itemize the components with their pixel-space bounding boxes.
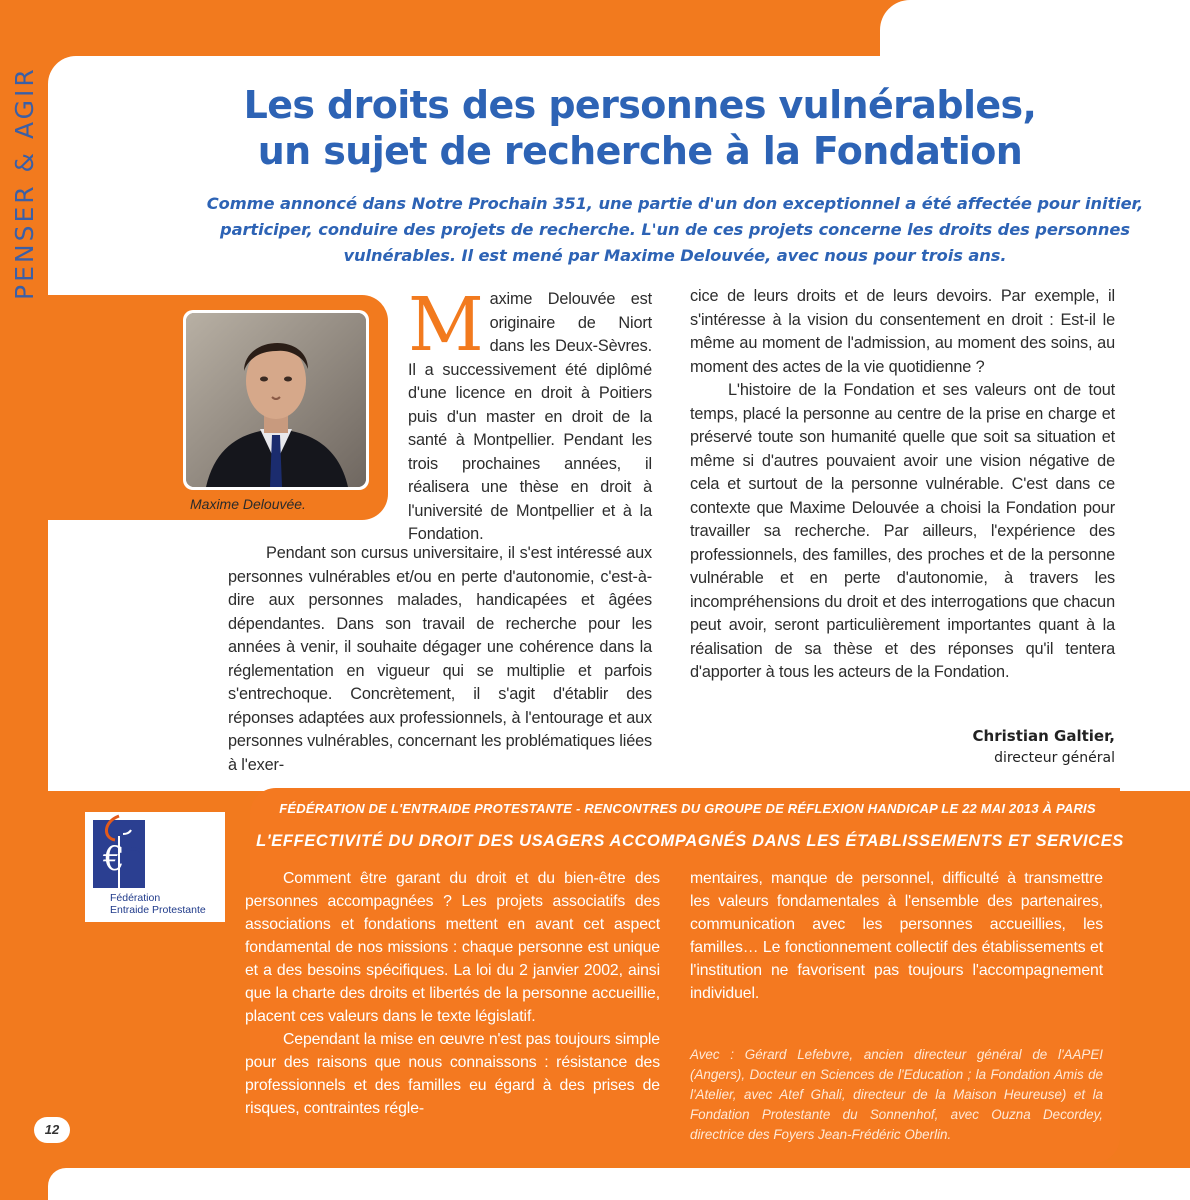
logo-line-1: Fédération [110,892,161,904]
article-column-1-bottom [228,542,652,777]
event-credits: Avec : Gérard Lefebvre, ancien directeur général de l'AAPEI (Angers), Docteur en Sciences de l'Education ; la Fondation Amis de l'Atelier, avec Atef Ghali, directeur de la Maison Heureuse) et la Fondation Protestante du Sonnenhof, avec Ouzna Decordey, directrice des Foyers Jean-Frédéric Oberlin. [690,1047,1103,1142]
article-lead: Comme annoncé dans Notre Prochain 351, une partie d'un don exceptionnel a été affectée pour initier, participer, conduire des projets de recherche. L'un de ces projets concerne les droits des personnes vulnérables. Il est mené par Maxime Delouvée, avec nous pour trois ans. [206,194,1144,265]
event-paragraph-2: Cependant la mise en œuvre n'est pas toujours simple pour des raisons que nous connaissons : résistance des professionnels et des familles eu égard à des prises de risques, contraintes régle- [245,1031,660,1117]
portrait-illustration [186,313,366,487]
event-paragraph-1: Comment être garant du droit et du bien-être des personnes accompagnées ? Les projets associatifs des associations et fondations mettent en avant cet aspect fondamental de nos missions : chaque personne est unique et a des besoins spécifiques. La loi du 2 janvier 2002, ainsi que la charte des droits et libertés de la personne accueillie, placent ces valeurs dans le texte législatif. [245,870,660,1025]
article-column-1-top [408,282,652,547]
title-line-1: Les droits des personnes vulnérables, [243,83,1037,127]
event-paragraph-3: mentaires, manque de personnel, difficulté à transmettre les valeurs fondamentales à l'ensemble des partenaires, communication avec les personnes accueillies, les familles… Le fonctionnement collectif des établissements et l'institution ne favorisent pas toujours l'accompagnement individuel. [690,870,1103,1002]
fep-logo-text [110,892,206,916]
page-number: 12 [34,1117,70,1143]
section-rubric [10,66,40,310]
fep-logo-mark [85,812,225,892]
photo-caption: Maxime Delouvée. [190,496,306,512]
drop-cap: M [408,282,484,368]
bottom-white-strip [48,1168,1190,1200]
white-filler [48,535,244,791]
section-rubric-label: PENSER & AGIR [10,66,39,300]
article-paragraph-2: Pendant son cursus universitaire, il s'est intéressé aux personnes vulnérables et/ou en perte d'autonomie, c'est-à-dire aux personnes malades, handicapées et âgées dépendantes. Dans son travail de recherche pour les années à venir, il souhaite dégager une cohérence dans la réglementation en vigueur qui se multiplie et parfois s'entrechoque. Concrètement, il s'agit d'établir des réponses adaptées aux professionnels, à l'entourage et aux personnes vulnérables, concernant les problématiques liées à l'exer- [228,544,652,774]
article-column-2 [690,285,1115,685]
article-paragraph-1: axime Delouvée est originaire de Niort dans les Deux-Sèvres. Il a successivement été diplômé d'une licence en droit à Poitiers puis d'un master en droit de la santé à Montpellier. Pendant les trois prochaines années, il réalisera une thèse en droit à l'université de Montpellier et à la Fondation. [408,290,652,543]
orange-top-band [0,0,880,60]
event-box-kicker: FÉDÉRATION DE L'ENTRAIDE PROTESTANTE - RENCONTRES DU GROUPE DE RÉFLEXION HANDICAP LE 22 MAI 2013 À PARIS [279,801,1096,816]
article-paragraph-4: L'histoire de la Fondation et ses valeurs ont de tout temps, placé la personne au centre de la prise en charge et préservé toute son humanité quelle que soit sa situation et même si d'autres pouvaient avoir une vision négative de cela et surtout de la personne vulnérable. C'est dans ce contexte que Maxime Delouvée a choisi la Fondation pour travailler sa recherche. Par ailleurs, l'expérience des professionnels, des familles, des proches et de la personne vulnérable et en perte d'autonomie, à travers les incompréhensions du droit et des interrogations que chacun peut avoir, seront particulièrement importantes quant à la réalisation de sa thèse et des réponses qu'il tentera d'apporter à tous les acteurs de la Fondation. [690,381,1115,681]
event-box-column-2 [690,867,1103,1005]
fep-logo [85,812,225,922]
article-title [200,82,1080,174]
event-box-column-1 [245,867,660,1120]
article-paragraph-3: cice de leurs droits et de leurs devoirs. Par exemple, il s'intéresse à la vision du consentement en droit : Est-il le même au moment de l'admission, au moment des soins, au moment des actes de la vie quotidienne ? [690,287,1115,376]
logo-line-2: Entraide Protestante [110,904,206,916]
portrait-photo [186,313,366,487]
title-line-2: un sujet de recherche à la Fondation [257,129,1023,173]
signature-name: Christian Galtier, [972,727,1115,745]
event-box-title: L'EFFECTIVITÉ DU DROIT DES USAGERS ACCOMPAGNÉS DANS LES ÉTABLISSEMENTS ET SERVICES [256,832,1124,850]
signature-role: directeur général [994,750,1115,766]
white-corner-panel [880,0,1190,60]
svg-text:€: € [103,839,125,879]
